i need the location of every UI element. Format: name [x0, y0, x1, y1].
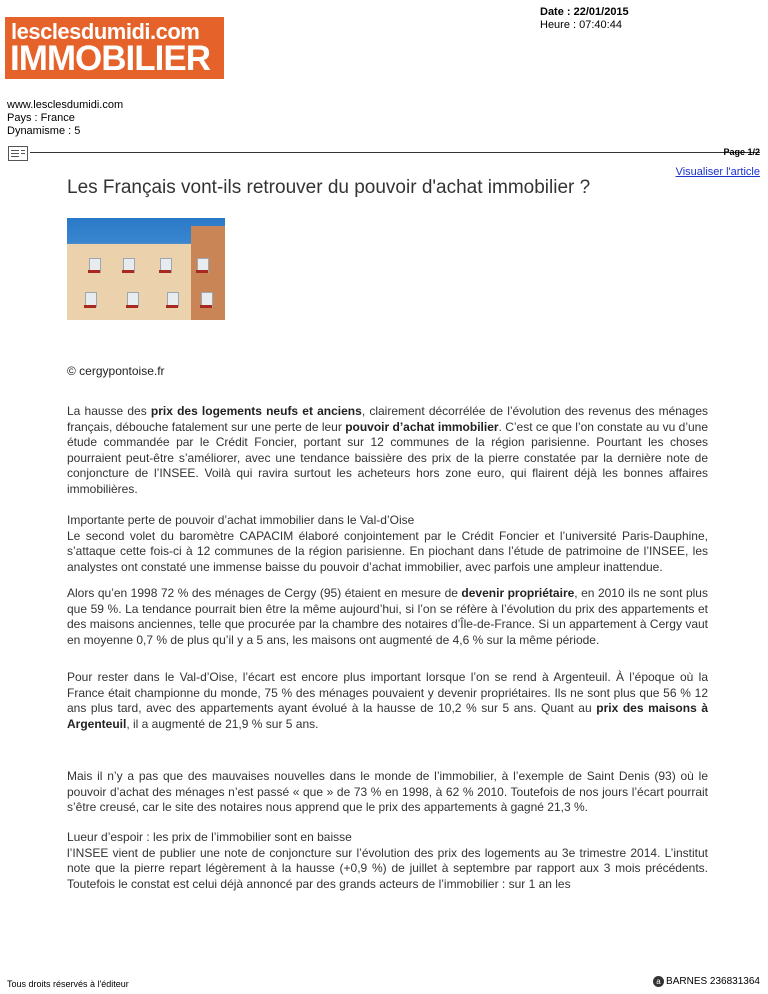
clip-time: Heure : 07:40:44 [540, 19, 622, 31]
article-icon [8, 146, 28, 161]
article-title: Les Français vont-ils retrouver du pouvoir d'achat immobilier ? [67, 177, 591, 198]
subheading-2: Lueur d’espoir : les prix de l’immobilier sont en baisse [67, 830, 352, 844]
subheading-1: Importante perte de pouvoir d’achat immobilier dans le Val-d’Oise [67, 513, 415, 527]
photo-credit: © cergypontoise.fr [67, 364, 165, 378]
article-photo [67, 218, 225, 320]
paragraph-4: Pour rester dans le Val-d’Oise, l’écart est encore plus important lorsque l’on se rend à Argenteuil. À l’époque où la France était championne du monde, 75 % des ménages pouvaient y devenir propriétaires. Ils ne sont plus que 56 % 12 ans plus tard, avec des appartements ayant évolué à la hausse de 10,2 % sur 5 ans. Quant au prix des maisons à Argenteuil, il a augmenté de 21,9 % sur 5 ans. [67, 670, 709, 731]
source-country: Pays : France [7, 112, 75, 124]
source-site: www.lesclesdumidi.com [7, 99, 124, 111]
site-logo [5, 17, 224, 79]
paragraph-3: Alors qu’en 1998 72 % des ménages de Cergy (95) étaient en mesure de devenir propriétaire, en 2010 ils ne sont plus que 59 %. La tendance pourrait bien être la même aujourd’hui, si l’on se réfère à l’évolution du prix des appartements et des maisons anciennes, telle que procurée par la chambre des notaires d’Île-de-France. Si un appartement à Cergy vaut en moyenne 0,7 % de plus qu’il y a 5 ans, les maisons ont augmenté de 4,6 % sur la même période. [67, 586, 708, 647]
rights-notice: Tous droits réservés à l'éditeur [7, 979, 129, 989]
document-reference [653, 976, 760, 987]
paragraph-6: Lueur d’espoir : les prix de l’immobilier sont en baisse l’INSEE vient de publier une note de conjoncture sur l’évolution des prix des logements au 3e trimestre 2014. L’institut note que la pierre repart légèrement à la hausse (+0,9 %) de juillet à septembre par rapport aux 3 mois précédents. Toutefois le constat est celui déjà annoncé par des grands acteurs de l’immobilier : sur 1 an les [67, 830, 708, 891]
logo-line-2: IMMOBILIER [10, 39, 210, 78]
reference-id: BARNES 236831364 [666, 976, 760, 988]
clip-date: Date : 22/01/2015 [540, 6, 629, 18]
clipping-meta [540, 6, 629, 32]
logo-line-1: lesclesdumidi.com [11, 19, 200, 44]
view-article-link[interactable]: Visualiser l'article [675, 166, 760, 178]
paragraph-2: Importante perte de pouvoir d’achat immobilier dans le Val-d’Oise Le second volet du baromètre CAPACIM élaboré conjointement par le Crédit Foncier et l’université Paris-Dauphine, s’attaque cette fois-ci à 12 communes de la région parisienne. En piochant dans l’étude de patrimoine de l’INSEE, les analystes ont constaté une immense baisse du pouvoir d’achat immobilier, avec parfois une ampleur inattendue. [67, 513, 708, 574]
paragraph-1: La hausse des prix des logements neufs et anciens, clairement décorrélée de l’évolution des revenus des ménages français, débouche fatalement sur une perte de leur pouvoir d’achat immobilier. C’est ce que l’on constate au vu d’une étude commandée par le Crédit Foncier, portant sur 12 communes de la région parisienne. Pourtant les choses pourraient peut-être s’améliorer, avec une tendance baissière des prix de la pierre constatée par la dernière note de conjoncture de l’INSEE. Voilà qui ravira surtout les acheteurs hors zone euro, qui flairent déjà les bonnes affaires immobilières. [67, 404, 709, 496]
source-dynamism: Dynamisme : 5 [7, 125, 81, 137]
paragraph-5: Mais il n’y a pas que des mauvaises nouvelles dans le monde de l’immobilier, à l’exemple de Saint Denis (93) où le pouvoir d’achat des ménages n’est passé « que » de 73 % en 1998, à 62 % 2010. Toutefois de nos jours l’écart pourrait s’être creusé, car le site des notaires nous apprend que le prix des appartements à gagné 21,3 %. [67, 769, 708, 815]
page-number: Page 1/2 [723, 147, 760, 157]
agency-logo-icon: a [653, 976, 664, 987]
source-meta [7, 99, 123, 138]
header-rule [30, 152, 760, 153]
